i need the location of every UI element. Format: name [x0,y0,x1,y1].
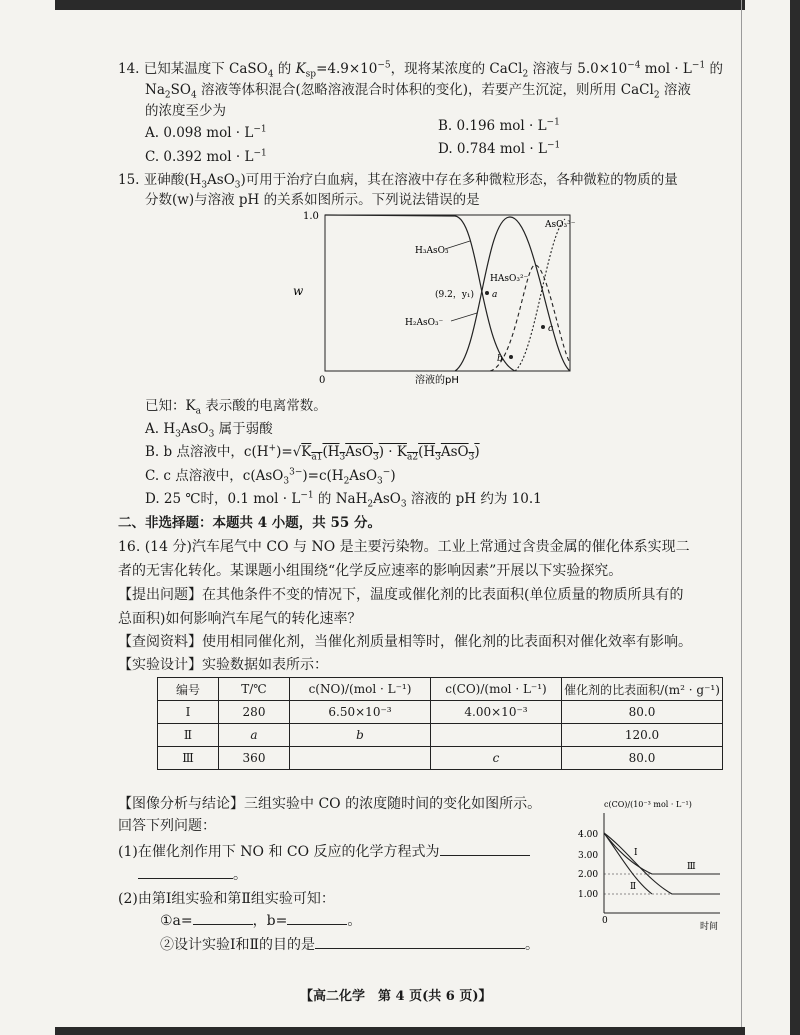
q16-line5: 【查阅资料】使用相同催化剂，当催化剂质量相等时，催化剂的比表面积对催化效率有影响。 [118,634,692,650]
answer-blank-b[interactable] [287,924,347,925]
label-c: c [548,324,554,334]
co-concentration-chart [572,795,732,935]
q16-sub2: (2)由第Ⅰ组实验和第Ⅱ组实验可知： [118,891,335,907]
chart1-ymax: 1.0 [303,211,319,222]
q14-line3: 的浓度至少为 [145,103,226,119]
point-a [485,291,489,295]
q15-line1: 15. 亚砷酸$(H_3AsO_3)$可用于治疗白血病，其在溶液中存在多种微粒形态，各种微粒的物质的量 [118,172,678,191]
q16-sub1: (1)在催化剂作用下 NO 和 CO 反应的化学方程式为 [118,843,530,861]
series-1-curve [604,833,720,894]
label-h3aso3: H₃AsO₃ [415,246,449,256]
table-header-row [158,678,723,701]
series-label: Ⅲ [687,862,696,872]
answer-blank-a[interactable] [193,924,253,925]
table-cell: 4.00×10⁻³ [431,701,562,724]
chart1-origin: 0 [319,375,326,386]
chart2-xlabel: 时间 [700,922,719,932]
table-cell: 6.50×10⁻³ [290,701,431,724]
page-footer: 【高二化学 第 4 页(共 6 页)】 [300,989,492,1004]
table-cell: 80.0 [562,747,723,770]
table-row [158,701,723,724]
table-cell: 120.0 [562,724,723,747]
table-header: 催化剂的比表面积/(m² · g⁻¹) [562,678,723,701]
tick-label: 4.00 [578,830,599,840]
table-cell: b [290,724,431,747]
answer-blank[interactable] [315,948,525,949]
table-header: T/℃ [219,678,290,701]
table-cell: Ⅲ [158,747,219,770]
chart1-xlabel: 溶液的pH [415,375,459,386]
point-b [509,355,513,359]
speciation-chart [285,205,585,390]
table-cell [290,747,431,770]
q15-known: 已知：$K_a$ 表示酸的电离常数。 [145,398,327,417]
table-cell: 280 [219,701,290,724]
q15-option-c: C. c 点溶液中，$c(AsO_3^{3-})=c(H_2AsO_3^-)$ [145,467,396,487]
q14-option-b: B. 0.196 mol · $L^{-1}$ [438,117,560,134]
label-point: (9.2，y₁) [435,290,475,300]
answer-blank[interactable] [440,855,530,856]
label-haso3: HAsO₃²⁻ [490,274,529,284]
q16-sub2-2: ②设计实验Ⅰ和Ⅱ的目的是 。 [160,937,540,953]
q16-line2: 者的无害化转化。某课题小组围绕“化学反应速率的影响因素”开展以下实验探究。 [118,563,623,579]
q16-line8: 回答下列问题： [118,818,216,834]
q16-line6: 【实验设计】实验数据如表所示： [118,657,328,673]
h3aso3-leader [445,241,470,249]
q14-line2: $Na_2SO_4$ 溶液等体积混合(忽略溶液混合时体积的变化)，若要产生沉淀，则所用 CaCl$_2$ 溶液 [145,82,691,101]
table-cell: a [219,724,290,747]
table-header: c(NO)/(mol · L⁻¹) [290,678,431,701]
tick-label: 1.00 [578,890,599,900]
experiment-table [157,677,723,770]
q14-option-d: D. 0.784 mol · $L^{-1}$ [438,140,561,157]
table-header: 编号 [158,678,219,701]
q15-option-a: A. $H_3AsO_3$ 属于弱酸 [145,421,273,440]
aso3-curve [515,219,565,371]
q15-option-b: B. b 点溶液中，$c(H^+)=√K_{a1}(H_3AsO_3) \cdot K_{a2}(H_3AsO_3)$ [145,443,480,463]
chart2-ylabel: c(CO)/(10⁻³ mol · L⁻¹) [604,800,692,809]
tick-label: 3.00 [578,851,599,861]
table-cell: c [431,747,562,770]
q14-line1: 14. 已知某温度下 CaSO$_4$ 的 $K_{sp}=4.9\times 10^{-5}$，现将某浓度的 CaCl$_2$ 溶液与 $5.0\times 10^{-4}$ mol · $L^{-1}$ 的 [118,60,723,80]
q16-line1: 16. (14 分)汽车尾气中 CO 与 NO 是主要污染物。工业上常通过含贵金属的催化体系实现二 [118,539,690,555]
table-cell [431,724,562,747]
chart1-ylabel: w [293,284,304,298]
label-h2aso3: H₂AsO₃⁻ [405,318,444,328]
tick-label: 2.00 [578,870,599,880]
h2aso3-leader [451,313,477,321]
q16-line4: 总面积)如何影响汽车尾气的转化速率？ [118,611,362,627]
q16-line3: 【提出问题】在其他条件不变的情况下，温度或催化剂的比表面积(单位质量的物质所具有的 [118,587,684,603]
q16-sub1-cont: 。 [138,866,247,884]
series-3-curve [604,833,720,874]
point-c [541,325,545,329]
q14-option-a: A. 0.098 mol · $L^{-1}$ [145,124,267,141]
label-aso3: AsO₃³⁻ [545,220,576,230]
q15-option-d: D. 25 ℃时，0.1 mol · $L^{-1}$ 的 NaH$_2$AsO$_3$ 溶液的 pH 约为 10.1 [145,490,542,510]
series-label: Ⅱ [630,882,637,892]
table-row [158,747,723,770]
table-header: c(CO)/(mol · L⁻¹) [431,678,562,701]
table-cell: 80.0 [562,701,723,724]
series-label: Ⅰ [634,848,638,858]
table-cell: 360 [219,747,290,770]
section-2-heading: 二、非选择题：本题共 4 小题，共 55 分。 [118,515,381,531]
table-cell: Ⅰ [158,701,219,724]
table-row [158,724,723,747]
label-a: a [492,290,498,300]
table-cell: Ⅱ [158,724,219,747]
q16-sub2-1: ①a= ，b= 。 [160,913,362,929]
chart2-origin: 0 [602,916,608,926]
q16-line7: 【图像分析与结论】三组实验中 CO 的浓度随时间的变化如图所示。 [118,796,542,812]
q14-option-c: C. 0.392 mol · $L^{-1}$ [145,148,267,165]
answer-blank[interactable] [138,878,233,879]
label-b: b [497,354,503,364]
q15-line2: 分数(w)与溶液 pH 的关系如图所示。下列说法错误的是 [145,192,480,208]
